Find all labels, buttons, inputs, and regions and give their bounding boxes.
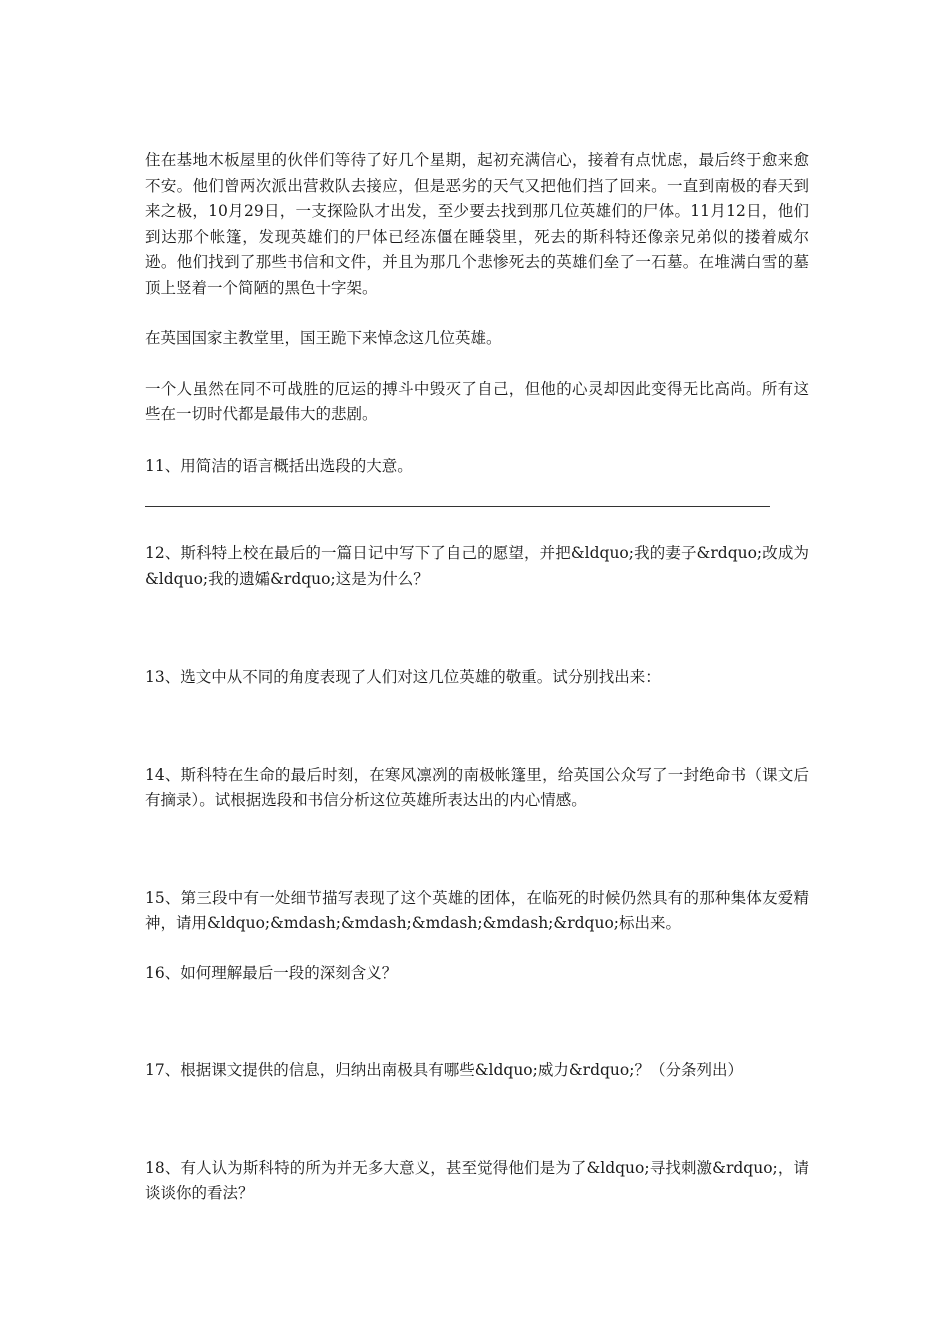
question-16: 16、如何理解最后一段的深刻含义？ — [145, 963, 398, 982]
question-17: 17、根据课文提供的信息，归纳出南极具有哪些&ldquo;威力&rdquo;？（分条列出） — [145, 1061, 743, 1079]
question-14: 14、斯科特在生命的最后时刻，在寒风凛冽的南极帐篷里，给英国公众写了一封绝命书（课文后有摘录）。试根据选段和书信分析这位英雄所表达出的内心情感。 — [145, 765, 809, 809]
question-11: 11、用简洁的语言概括出选段的大意。 — [145, 456, 413, 475]
question-15: 15、第三段中有一处细节描写表现了这个英雄的团体，在临死的时候仍然具有的那种集体友爱精神，请用&ldquo;&mdash;&mdash;&mdash;&mdash;&rdquo;标出来。 — [145, 888, 809, 932]
question-13: 13、选文中从不同的角度表现了人们对这几位英雄的敬重。试分别找出来： — [145, 668, 661, 686]
passage-paragraph-3: 一个人虽然在同不可战胜的厄运的搏斗中毁灭了自己，但他的心灵却因此变得无比高尚。所有这些在一切时代都是最伟大的悲剧。 — [145, 379, 809, 423]
question-12: 12、斯科特上校在最后的一篇日记中写下了自己的愿望，并把&ldquo;我的妻子&rdquo;改成为&ldquo;我的遗孀&rdquo;这是为什么？ — [145, 544, 809, 588]
passage-paragraph-2: 在英国国家主教堂里，国王跪下来悼念这几位英雄。 — [145, 329, 502, 347]
question-18: 18、有人认为斯科特的所为并无多大意义，甚至觉得他们是为了&ldquo;寻找刺激&rdquo;，请谈谈你的看法？ — [145, 1158, 809, 1202]
passage-paragraph-1: 住在基地木板屋里的伙伴们等待了好几个星期，起初充满信心，接着有点忧虑，最后终于愈来愈不安。他们曾两次派出营救队去接应，但是恶劣的天气又把他们挡了回来。一直到南极的春天到来之极，10月29日，一支探险队才出发，至少要去找到那几位英雄们的尸体。11月12日，他们到达那个帐篷，发现英雄们的尸体已经冻僵在睡袋里，死去的斯科特还像亲兄弟似的搂着威尔逊。他们找到了那些书信和文件，并且为那几个悲惨死去的英雄们垒了一石墓。在堆满白雪的墓顶上竖着一个简陋的黑色十字架。 — [145, 151, 809, 297]
document-page — [145, 148, 809, 1207]
